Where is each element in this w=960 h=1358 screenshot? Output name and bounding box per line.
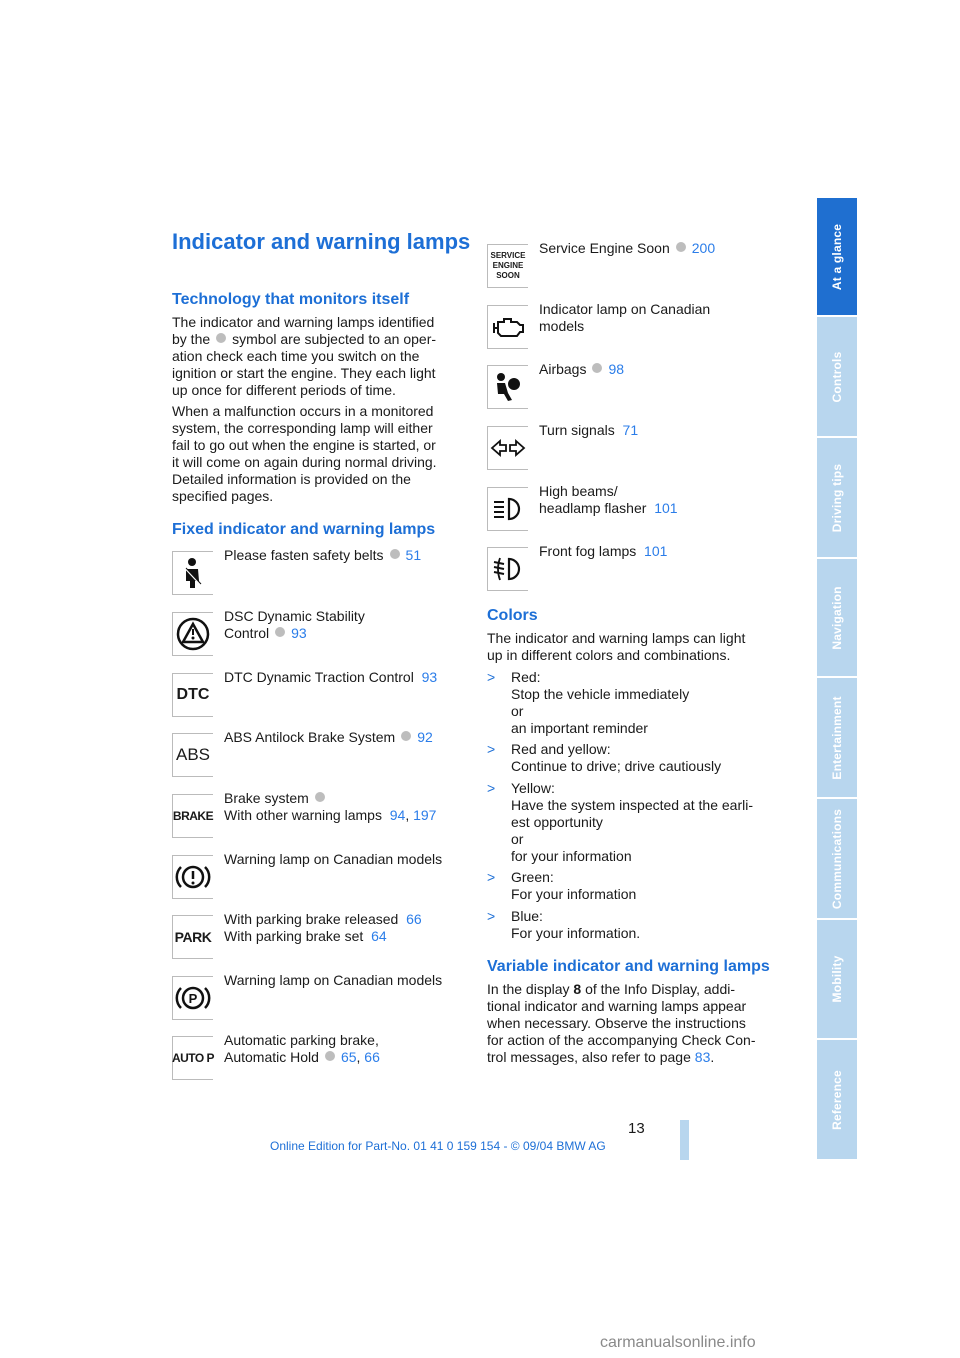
brake-text-icon: BRAKE [172, 809, 214, 823]
heading-variable-lamps: Variable indicator and warning lamps [487, 958, 770, 975]
page-number-bar [680, 1120, 689, 1160]
tab-reference[interactable]: Reference [817, 1040, 857, 1161]
brake-circle-icon [174, 859, 212, 895]
dsc-warning-icon [174, 616, 212, 652]
page-number: 13 [628, 1120, 645, 1137]
high-beam-icon [489, 491, 527, 527]
page-link-83[interactable]: 83 [694, 1049, 711, 1065]
technology-paragraph-2: When a malfunction occurs in a monitored system, the corresponding lamp will either fail to go out when the engine is started, or it will come on again during normal driving. Detailed information is provided on the specified pages. [172, 403, 437, 504]
watermark: carmanualsonline.info [600, 1334, 756, 1351]
tab-mobility[interactable]: Mobility [817, 920, 857, 1040]
svg-text:P: P [188, 991, 198, 1006]
tab-communications[interactable]: Communications [817, 799, 857, 920]
tab-at-a-glance[interactable]: At a glance [817, 198, 857, 317]
airbag-icon [489, 369, 527, 405]
tab-navigation[interactable]: Navigation [817, 559, 857, 678]
tab-entertainment[interactable]: Entertainment [817, 678, 857, 799]
colors-intro: The indicator and warning lamps can light up in different colors and combinations. [487, 630, 746, 663]
page-title: Indicator and warning lamps [172, 229, 471, 254]
monitored-symbol-icon [216, 333, 226, 343]
abs-icon: ABS [175, 745, 211, 764]
variable-paragraph: In the display 8 of the Info Display, addi- tional indicator and warning lamps appear when necessary. Observe the instructions for action of the accompanying Check Con- trol messages, also refer to page 83. [487, 981, 756, 1065]
seatbelt-icon [174, 555, 212, 591]
technology-paragraph-1: The indicator and warning lamps identified by the symbol are subjected to an oper- ation check each time you switch on the ignition or start the engine. They each light up once for different periods of time. [172, 314, 437, 398]
dtc-icon: DTC [176, 686, 210, 703]
heading-technology: Technology that monitors itself [172, 291, 410, 308]
service-engine-soon-icon: SERVICE ENGINE SOON [490, 251, 526, 280]
parking-circle-icon [174, 980, 212, 1016]
auto-p-icon: AUTO P [171, 1051, 215, 1065]
engine-icon [489, 309, 527, 345]
turn-signal-icon [489, 430, 527, 466]
park-text-icon: PARK [174, 929, 212, 945]
heading-colors: Colors [487, 607, 538, 624]
footer-edition: Online Edition for Part-No. 01 41 0 159 154 - © 09/04 BMW AG [270, 1139, 606, 1153]
heading-fixed-lamps: Fixed indicator and warning lamps [172, 521, 436, 538]
tab-driving-tips[interactable]: Driving tips [817, 438, 857, 559]
tab-controls[interactable]: Controls [817, 317, 857, 438]
fog-lamp-icon [489, 551, 527, 587]
